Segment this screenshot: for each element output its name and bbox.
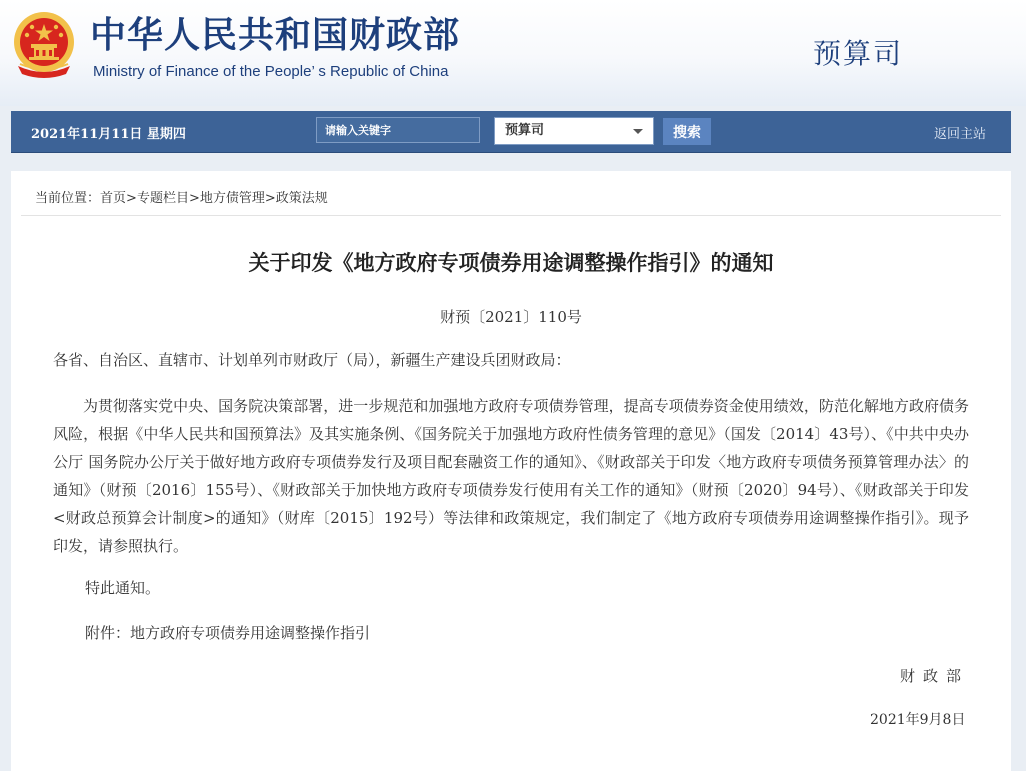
current-date: 2021年11月11日 星期四 (31, 127, 186, 142)
document-closing: 特此通知。 (85, 579, 161, 597)
department-select[interactable] (494, 117, 654, 145)
nav-bar (11, 111, 1011, 153)
breadcrumb-separator: > (264, 191, 276, 206)
breadcrumb-separator: > (126, 191, 137, 206)
document-body: 为贯彻落实党中央、国务院决策部署，进一步规范和加强地方政府专项债券管理，提高专项债券资金使用绩效，防范化解地方政府债务风险，根据《中华人民共和国预算法》及其实施条例、《国务院关于加强地方政府性债务管理的意见》（国发〔2014〕43号）、《中共中央办公厅 国务院办公厅关于做好地方政府专项债券发行及项目配套融资工作的通知》、《财政部关于印发〈地方政府专项债务预算管理办法〉的通知》（财预〔2016〕155号）、《财政部关于加快地方政府专项债券发行使用有关工作的通知》（财预〔2020〕94号）、《财政部关于印发<财政总预算会计制度>的通知》（财库〔2015〕192号）等法律和政策规定，我们制定了《地方政府专项债券用途调整操作指引》。现予印发，请参照执行。 (53, 397, 969, 555)
chevron-down-icon (633, 129, 643, 134)
document-addressee: 各省、自治区、直辖市、计划单列市财政厅（局），新疆生产建设兵团财政局： (53, 351, 571, 369)
breadcrumb-item-topics[interactable]: 专题栏目 (136, 191, 189, 206)
search-button[interactable]: 搜索 (663, 118, 711, 145)
document-number: 财预〔2021〕110号 (440, 308, 582, 326)
national-emblem-icon[interactable] (12, 10, 76, 80)
breadcrumb-item-home[interactable]: 首页 (100, 191, 127, 206)
site-title-en: Ministry of Finance of the People’ s Republic of China (93, 63, 449, 80)
document-title: 关于印发《地方政府专项债券用途调整操作指引》的通知 (248, 250, 774, 275)
breadcrumb-prefix: 当前位置： (35, 191, 101, 206)
document-signature: 财政部 (900, 667, 970, 685)
site-title-cn: 中华人民共和国财政部 (90, 15, 461, 56)
return-home-link[interactable]: 返回主站 (934, 127, 987, 142)
breadcrumb-divider (21, 215, 1001, 216)
document-attachment[interactable]: 附件：地方政府专项债券用途调整操作指引 (85, 624, 371, 642)
site-header (0, 0, 1026, 106)
breadcrumb-separator: > (188, 191, 200, 206)
breadcrumb-item-policies[interactable]: 政策法规 (275, 191, 328, 206)
department-title: 预算司 (813, 37, 904, 70)
breadcrumb (35, 187, 328, 206)
document-date: 2021年9月8日 (870, 712, 966, 728)
article-panel (11, 171, 1011, 771)
search-input[interactable] (316, 117, 480, 143)
breadcrumb-item-local-debt[interactable]: 地方债管理 (199, 191, 265, 206)
department-select-value: 预算司 (505, 123, 545, 138)
